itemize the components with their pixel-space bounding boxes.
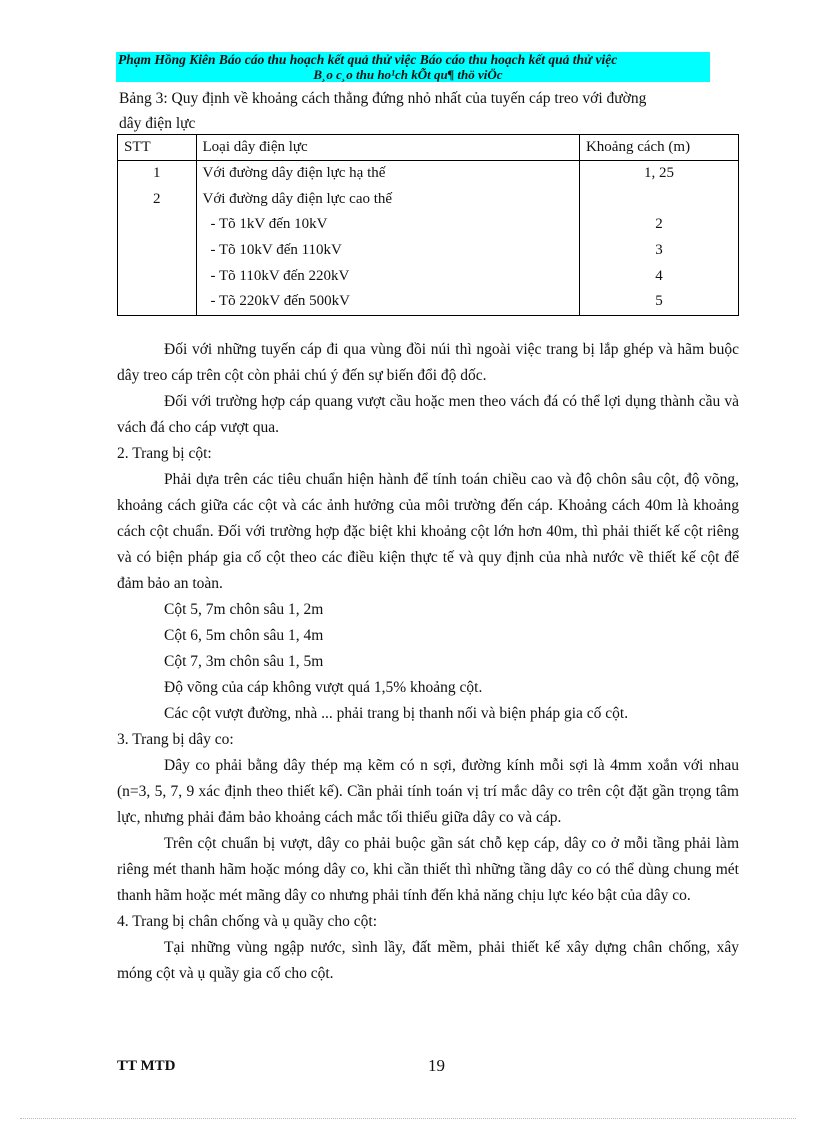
table-cell: - Tõ 110kV đến 220kV <box>210 267 350 284</box>
paragraph: Trên cột chuẩn bị vượt, dây co phải buộc gần sát chỗ kẹp cáp, dây co ở mỗi tầng phải làm riêng mét thanh hãm hoặc móng dây co, khi cần thiết thì những tầng dây co có thể dùng chung mét thanh hãm hoặc mét mãng dây co nhưng phải tính đến khả năng chịu lực kéo bật của dây co. <box>117 835 739 904</box>
paragraph: Đối với trường hợp cáp quang vượt cầu hoặc men theo vách đá có thể lợi dụng thành cầu và vách đá cho cáp vượt qua. <box>117 393 739 436</box>
table-cell: 5 <box>655 293 663 310</box>
section-heading: 2. Trang bị cột: <box>117 445 212 462</box>
stt-cell <box>118 161 197 316</box>
table-cell: 2 <box>153 190 161 207</box>
list-item: Cột 6, 5m chôn sâu 1, 4m <box>164 627 324 644</box>
col-header-stt: STT <box>118 135 197 161</box>
table-cell: Với đường dây điện lực cao thế <box>202 190 393 207</box>
section-heading: 3. Trang bị dây co: <box>117 731 234 748</box>
table-cell: - Tõ 10kV đến 110kV <box>210 242 342 259</box>
distance-cell <box>579 161 738 316</box>
paragraph: Đối với những tuyến cáp đi qua vùng đồi núi thì ngoài việc trang bị lắp ghép và hãm buộc dây treo cáp trên cột còn phải chú ý đến sự biến đổi độ dốc. <box>117 341 739 384</box>
page-bottom-rule <box>20 1118 796 1119</box>
paragraph: Tại những vùng ngập nước, sình lầy, đất mềm, phải thiết kế xây dựng chân chống, xây móng cột và ụ quầy gia cố cho cột. <box>117 939 739 982</box>
running-header-legacy-font: B¸o c¸o thu ho¹ch kÕt qu¶ thö viÖc <box>313 67 503 82</box>
table-cell: 1 <box>153 165 161 181</box>
footer-author: TT MTD <box>117 1058 176 1074</box>
type-cell <box>196 161 579 316</box>
page-number: 19 <box>428 1056 445 1075</box>
paragraph: Phải dựa trên các tiêu chuẩn hiện hành để tính toán chiều cao và độ chôn sâu cột, độ võng, khoảng cách giữa các cột và các ảnh hưởng của môi trường đến cáp. Khoảng cách 40m là khoảng cách cột chuẩn. Đối với trường hợp đặc biệt khi khoảng cột lớn hơn 40m, thì phải thiết kế cột riêng và có biện pháp gia cố cột theo các điều kiện thực tế và quy định của nhà nước về thiết kế cột để đảm bảo an toàn. <box>117 471 739 592</box>
table-caption: Bảng 3: Quy định về khoảng cách thẳng đứng nhỏ nhất của tuyến cáp treo với đường dây điện lực <box>119 90 647 132</box>
col-header-type: Loại dây điện lực <box>196 135 579 161</box>
table-cell: 3 <box>655 242 663 259</box>
table-cell: - Tõ 1kV đến 10kV <box>210 216 328 233</box>
table-body-row <box>118 161 739 316</box>
table-cell: 4 <box>655 267 663 284</box>
table-header-row <box>118 135 739 161</box>
table-cell: - Tõ 220kV đến 500kV <box>210 293 350 310</box>
table-cell <box>586 187 732 213</box>
clearance-table <box>117 134 739 316</box>
list-item: Cột 5, 7m chôn sâu 1, 2m <box>164 601 324 618</box>
table-cell: 1, 25 <box>643 165 674 181</box>
running-header: Phạm Hồng Kiên Báo cáo thu hoạch kết quả thử việc Báo cáo thu hoạch kết quả thử việc <box>118 52 618 67</box>
body-text <box>117 337 739 987</box>
paragraph: Dây co phải bằng dây thép mạ kẽm có n sợi, đường kính mỗi sợi là 4mm xoắn với nhau (n=3, 5, 7, 9 xác định theo thiết kế). Cần phải tính toán vị trí mắc dây co trên cột đặt gần trọng tâm lực, nhưng phải đảm bảo khoảng cách mắc tối thiểu giữa dây co và cáp. <box>117 757 739 826</box>
table-cell: 2 <box>655 216 663 233</box>
section-heading: 4. Trang bị chân chống và ụ quầy cho cột: <box>117 913 378 930</box>
list-item: Các cột vượt đường, nhà ... phải trang bị thanh nối và biện pháp gia cố cột. <box>164 705 629 722</box>
col-header-distance: Khoảng cách (m) <box>579 135 738 161</box>
list-item: Cột 7, 3m chôn sâu 1, 5m <box>164 653 324 670</box>
table-cell: Với đường dây điện lực hạ thế <box>202 165 386 181</box>
list-item: Độ võng của cáp không vượt quá 1,5% khoảng cột. <box>164 679 483 696</box>
